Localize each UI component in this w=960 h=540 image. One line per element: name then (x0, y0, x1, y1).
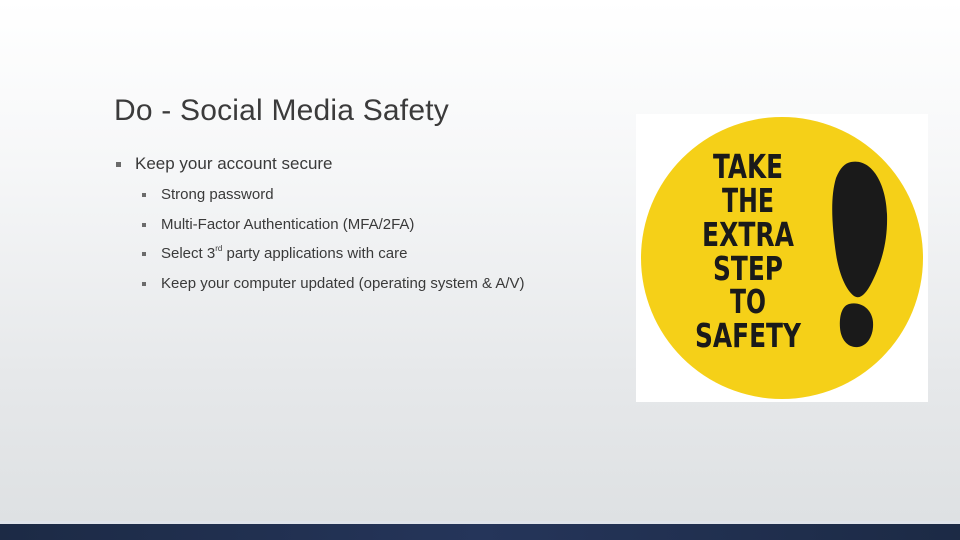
sub-bullet-text: Strong password (161, 186, 274, 203)
sub-bullet-item (114, 269, 525, 299)
footer-bar (0, 521, 960, 540)
sign-text-line: SAFETY (695, 316, 802, 355)
slide-title: Do - Social Media Safety (114, 94, 449, 127)
sub-bullet-item (114, 180, 525, 210)
bullet-item (114, 150, 525, 178)
bullet-marker-icon (116, 162, 121, 167)
sub-bullet-text: Select 3rd party applications with care (161, 244, 408, 262)
bullet-marker-icon (142, 252, 146, 256)
bullet-list (114, 150, 525, 298)
sub-bullet-text: Keep your computer updated (operating system & A/V) (161, 274, 525, 292)
sign-text-line: EXTRA (702, 215, 795, 254)
sub-bullet-item (114, 210, 525, 240)
sign-text-line: TO (730, 282, 766, 321)
bullet-marker-icon (142, 223, 146, 227)
sign-text-line: THE (722, 181, 774, 220)
sub-bullet-text: Multi-Factor Authentication (MFA/2FA) (161, 215, 415, 233)
bullet-text: Keep your account secure (135, 154, 333, 173)
safety-sign-graphic (636, 114, 928, 402)
sub-bullet-item (114, 239, 525, 269)
safety-sign-image (636, 114, 928, 402)
bullet-marker-icon (142, 282, 146, 286)
sign-text-line: TAKE (713, 147, 783, 186)
sign-text-line: STEP (713, 249, 783, 288)
bullet-marker-icon (142, 193, 146, 197)
